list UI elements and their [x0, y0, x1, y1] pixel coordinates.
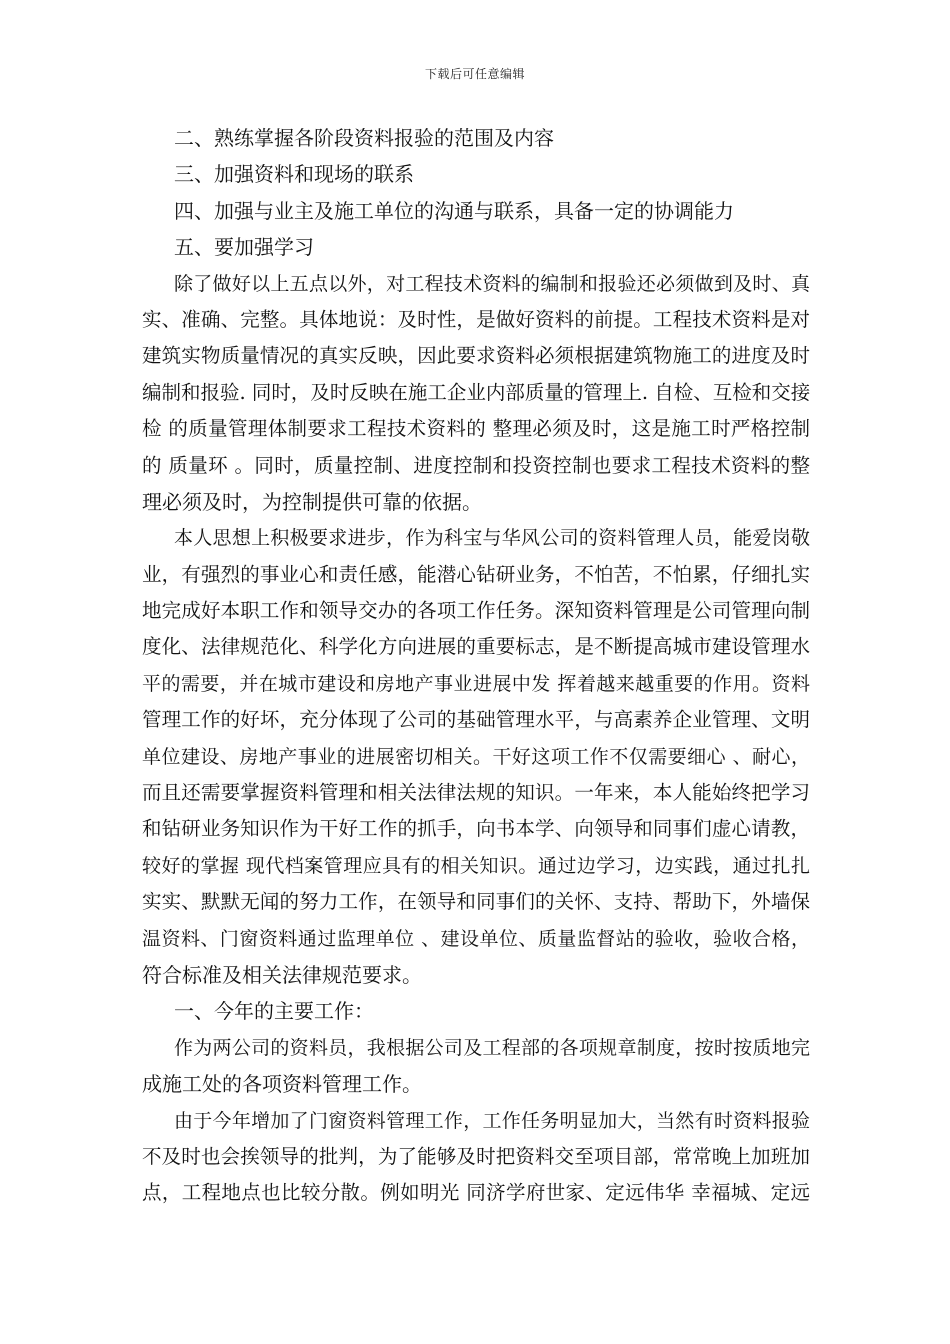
text-line: 平的需要，并在城市建设和房地产事业进展中发 挥着越来越重要的作用。资料	[142, 672, 810, 695]
text-line: 成施工处的各项资料管理工作。	[142, 1072, 422, 1097]
text-line: 的 质量环 。同时，质量控制、进度控制和投资控制也要求工程技术资料的整	[142, 453, 810, 477]
text-line: 三、加强资料和现场的联系	[174, 162, 414, 187]
text-line: 点，工程地点也比较分散。例如明光 同济学府世家、定远伟华 幸福城、定远	[142, 1181, 810, 1205]
text-line: 不及时也会挨领导的批判，为了能够及时把资料交至项目部，常常晚上加班加	[142, 1144, 810, 1168]
text-line: 本人思想上积极要求进步，作为科宝与华风公司的资料管理人员，能爱岗敬	[174, 527, 810, 550]
text-line: 二、熟练掌握各阶段资料报验的范围及内容	[174, 126, 554, 150]
text-line: 而且还需要掌握资料管理和相关法律法规的知识。一年来，本人能始终把学习	[142, 781, 810, 805]
text-line: 建筑实物质量情况的真实反映，因此要求资料必须根据建筑物施工的进度及时	[142, 344, 810, 368]
text-line: 一、今年的主要工作：	[174, 999, 374, 1024]
text-line: 编制和报验. 同时，及时反映在施工企业内部质量的管理上. 自检、互检和交接	[142, 380, 811, 404]
text-line: 符合标准及相关法律规范要求。	[142, 962, 422, 987]
text-line: 温资料、门窗资料通过监理单位 、建设单位、质量监督站的验收，验收合格，	[142, 927, 810, 950]
text-line: 实、准确、完整。具体地说：及时性，是做好资料的前提。工程技术资料是对	[142, 307, 810, 331]
text-line: 由于今年增加了门窗资料管理工作，工作任务明显加大，当然有时资料报验	[174, 1109, 810, 1132]
text-line: 业，有强烈的事业心和责任感，能潜心钻研业务，不怕苦，不怕累，仔细扎实	[142, 562, 810, 586]
text-line: 度化、法律规范化、科学化方向进展的重要标志，是不断提高城市建设管理水	[142, 635, 810, 659]
text-line: 检 的质量管理体制要求工程技术资料的 整理必须及时，这是施工时严格控制	[142, 417, 810, 441]
body-text	[142, 120, 810, 1212]
text-line: 实实、默默无闻的努力工作，在领导和同事们的关怀、支持、帮助下，外墙保	[142, 890, 810, 914]
text-line: 较好的掌握 现代档案管理应具有的相关知识。通过边学习，边实践，通过扎扎	[142, 854, 810, 877]
text-line: 除了做好以上五点以外，对工程技术资料的编制和报验还必须做到及时、真	[174, 272, 810, 295]
text-line: 地完成好本职工作和领导交办的各项工作任务。深知资料管理是公司管理向制	[142, 599, 810, 623]
text-line: 单位建设、房地产事业的进展密切相关。干好这项工作不仅需要细心 、耐心，	[142, 745, 810, 768]
text-line: 作为两公司的资料员，我根据公司及工程部的各项规章制度，按时按质地完	[174, 1036, 810, 1059]
text-line: 五、要加强学习	[174, 235, 314, 260]
text-line: 和钻研业务知识作为干好工作的抓手，向书本学、向领导和同事们虚心请教，	[142, 817, 810, 841]
text-line: 四、加强与业主及施工单位的沟通与联系，具备一定的协调能力	[174, 198, 734, 223]
page-header: 下载后可任意编辑	[424, 67, 525, 81]
text-line: 理必须及时，为控制提供可靠的依据。	[142, 489, 482, 514]
text-line: 管理工作的好坏，充分体现了公司的基础管理水平，与高素养企业管理、文明	[142, 708, 810, 732]
